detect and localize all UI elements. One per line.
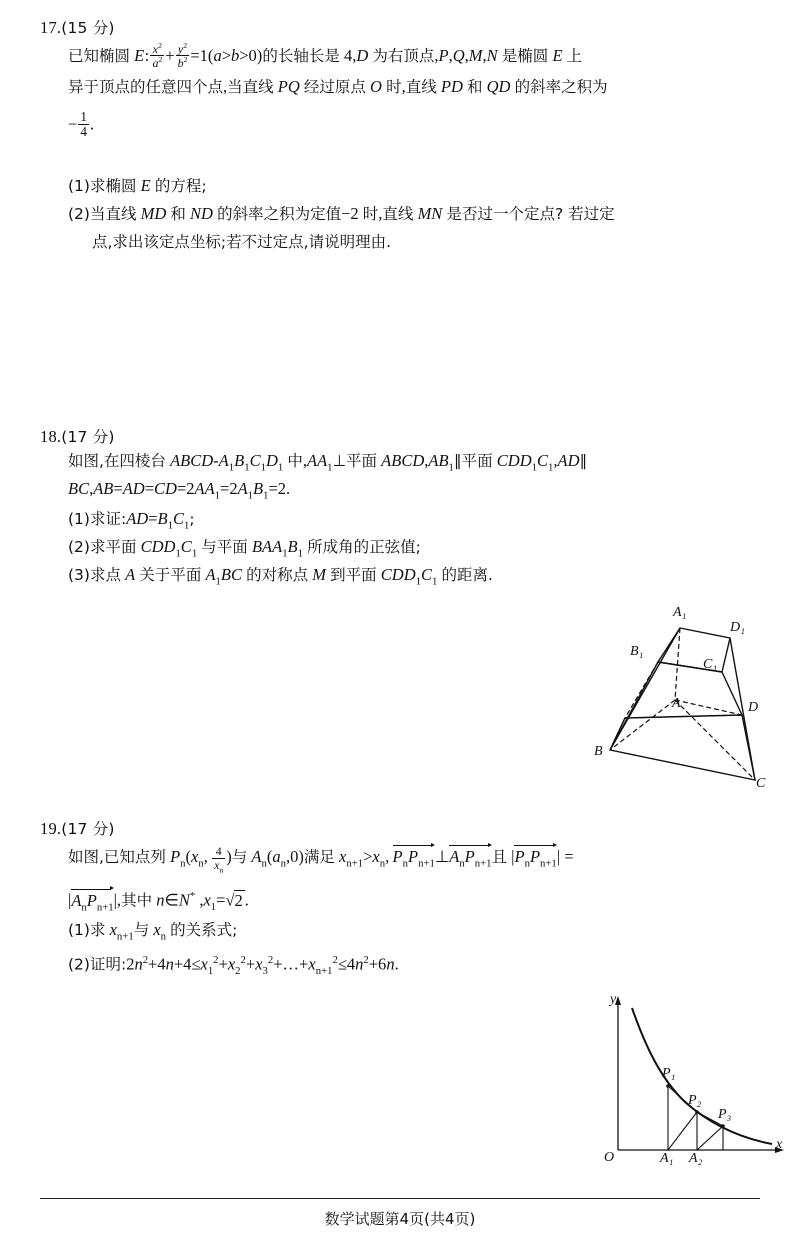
q19-line-2: $|A_nP_{n+1}|$,其中 n∈N* $,x_1=√2$ . xyxy=(68,886,249,917)
frustum-label-D1: D₁ xyxy=(730,620,745,635)
curve-label-A1: A₁ xyxy=(660,1151,674,1166)
curve-label-P3: P₃ xyxy=(718,1107,732,1122)
q18-points: (17 分) xyxy=(61,428,115,446)
question-18-number xyxy=(40,425,115,447)
q19-part-1: (1)求 $x_{n+1}$与 $x_n$ 的关系式; xyxy=(68,920,238,943)
frustum-label-A: A xyxy=(672,696,681,711)
q18-line-2: $BC,AB=AD=CD=2AA_1=2A_1B_1=2$. xyxy=(68,479,291,502)
q17-line-2: 异于顶点的任意四个点,当直线 PQ 经过原点 O 时,直线 PD 和 QD 的斜率之积为 xyxy=(68,77,608,96)
q19-num: 19. xyxy=(40,819,62,838)
frustum-label-D: D xyxy=(748,700,759,715)
q18-part-1: (1)求证$:AD=B_1C_1$; xyxy=(68,509,195,532)
frustum-label-C: C xyxy=(756,776,766,791)
curve-label-x: x xyxy=(776,1137,783,1152)
frustum-label-B: B xyxy=(594,744,603,759)
frustum-label-A1: A₁ xyxy=(673,605,687,620)
q17-part-1: (1)求椭圆 E 的方程; xyxy=(68,176,207,195)
q17-line-3: − $\frac{1}{4}$ . xyxy=(68,109,95,139)
frustum-figure xyxy=(570,600,790,795)
curve-figure xyxy=(590,990,790,1175)
question-19-number xyxy=(40,817,115,839)
question-17-number xyxy=(40,16,115,38)
footer-divider xyxy=(40,1198,760,1199)
curve-label-P2: P₂ xyxy=(688,1093,702,1108)
q19-points: (17 分) xyxy=(61,820,115,838)
q18-part-2: (2)求平面 $CDD_1C_1$ 与平面 $BAA_1B_1$ 所成角的正弦值; xyxy=(68,537,421,560)
curve-label-A2: A₂ xyxy=(689,1151,703,1166)
curve-label-y: y xyxy=(610,992,617,1007)
curve-label-O: O xyxy=(604,1150,615,1165)
q17-line-1: 已知椭圆 E: $\frac{x^2}{a^2}$ + $\frac{y^2}{b^2}$ =1(a>b>0)的长轴长是 4,D 为右顶点,P,Q,M,N 是椭圆 E 上 xyxy=(68,41,583,71)
q18-line-1: 如图,在四棱台 ABCD-$A_1B_1C_1D_1$ 中$,AA_1\perp$平面 $ABCD,AB_1\parallel$平面 $CDD_1C_1,AD\parallel$ xyxy=(68,451,588,474)
curve-svg xyxy=(590,990,790,1175)
q19-part-2: (2)证明$:2n^2+4n+4\le x_1^2+x_2^2+x_3^2+\dots+x_{n+1}^2\le 4n^2+6n$. xyxy=(68,954,399,977)
frustum-label-C1: C₁ xyxy=(703,657,718,672)
q19-line-1: 如图,已知点列 $P_n(x_n$, $\frac{4}{x_n}$ )与 $A_n(a_n,0)$满足 $x_{n+1}>x_n$, $P_nP_{n+1}\perp A_nP_{n+1}$且 $|P_nP_{n+1}|$ = xyxy=(68,844,574,874)
q17-points: (15 分) xyxy=(61,19,115,37)
curve-label-P1: P₁ xyxy=(662,1066,676,1081)
page-footer: 数学试题第4页(共4页) xyxy=(324,1210,476,1228)
q18-num: 18. xyxy=(40,427,62,446)
q17-part-2-cont: 点,求出该定点坐标;若不过定点,请说明理由. xyxy=(92,233,392,251)
q18-part-3: (3)求点 A 关于平面 $A_1BC$ 的对称点 M 到平面 $CDD_1C_1$ 的距离. xyxy=(68,565,493,588)
q17-part-2: (2)当直线 MD 和 ND 的斜率之积为定值−2 时,直线 MN 是否过一个定点? 若过定 xyxy=(68,204,615,223)
q17-num: 17. xyxy=(40,18,62,37)
frustum-label-B1: B₁ xyxy=(630,644,644,659)
